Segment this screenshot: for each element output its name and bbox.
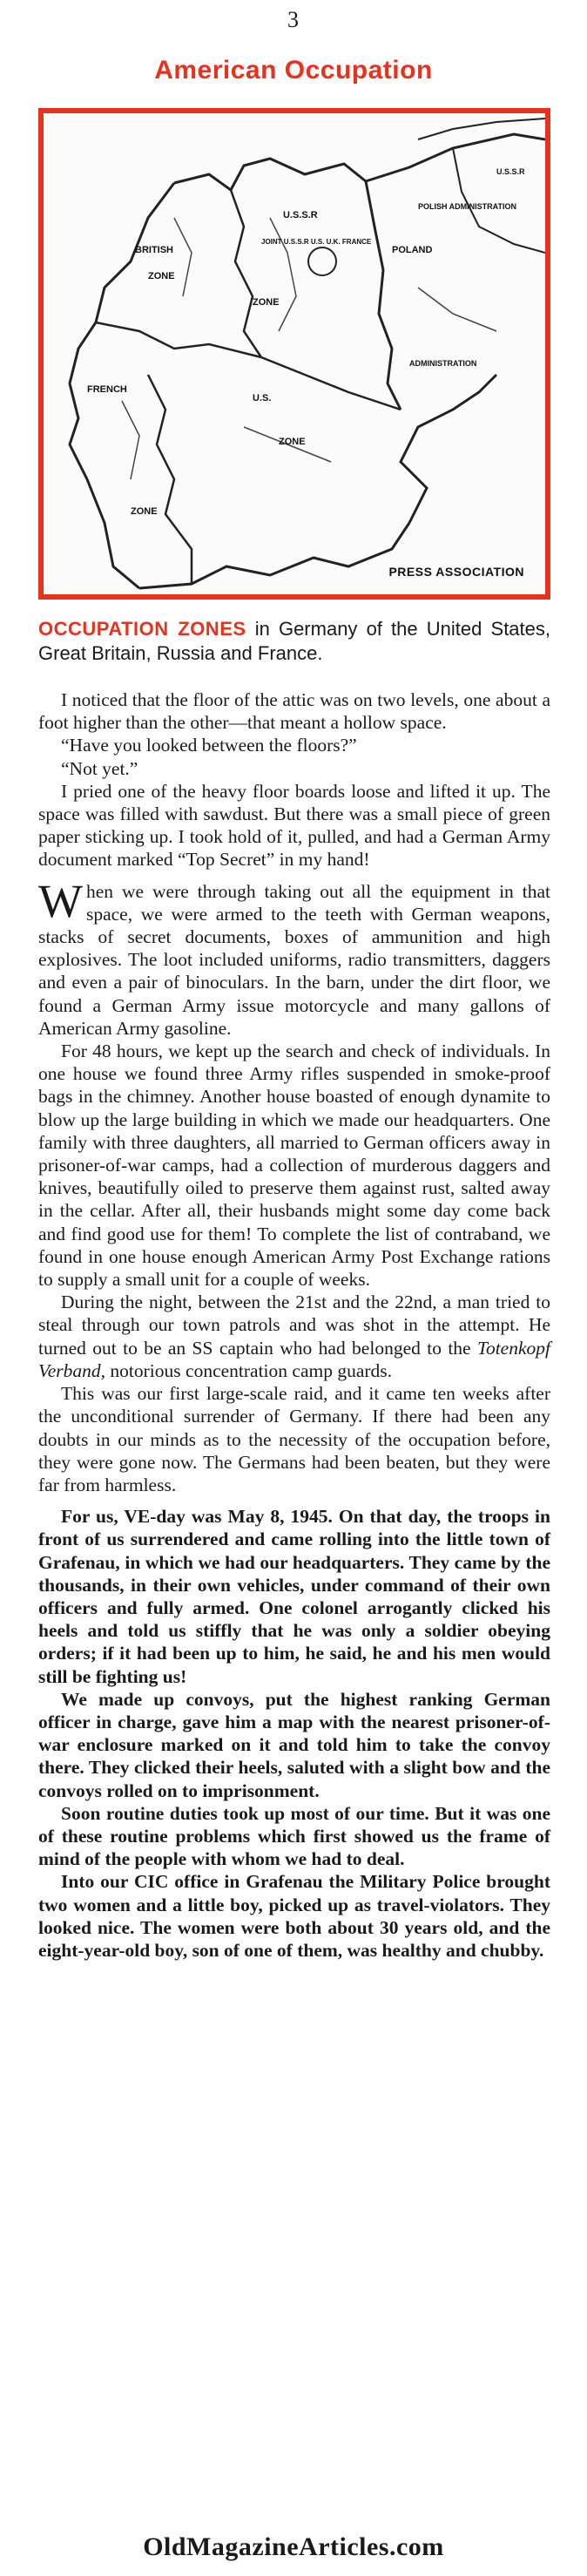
paragraph-6: For 48 hours, we kept up the search and check of individuals. In one house we found three Army rifles suspended in smoke-proof bags in the chimney. Another house boasted of enough dynamite to blow up the large building in which we made our headquarters. One family with three daughters, all married to German officers away in prisoner-of-war camps, had a collection of murderous daggers and knives, beautifully oiled to preserve them against rust, salted away in the cellar. After all, their husbands might some day come back and find good use for them! To complete the list of contraband, we found in one house enough American Army Post Exchange rations to supply a small unit for a couple of weeks. (38, 1041, 550, 1291)
map-label-ussr: U.S.S.R (283, 210, 318, 220)
paragraph-11: Soon routine duties took up most of our time. But it was one of these routine problems which first showed us the frame of mind of the people with whom we had to deal. (38, 1802, 550, 1870)
paragraph-12: Into our CIC office in Grafenau the Military Police brought two women and a little boy, picked up as travel-violators. They looked nice. The women were both about 30 years old, and the eight-year-old boy, son of one of them, was healthy and chubby. (38, 1871, 550, 1961)
map-label-ussr-ne: U.S.S.R (496, 167, 525, 176)
paragraph-5: When we were through taking out all the equipment in that space, we were armed to the teeth with German weapons, stacks of secret documents, boxes of ammunition and high explosives. The loot included uniforms, radio transmitters, daggers and even a pair of binoculars. In the barn, under the dirt floor, we found a German Army issue motorcycle and many gallons of American Army gasoline. (38, 874, 550, 1039)
map-label-british-zone: ZONE (148, 271, 175, 281)
paragraph-4: I pried one of the heavy floor boards loose and lifted it up. The space was filled with sawdust. But there was a small piece of green paper sticking up. I took hold of it, pulled, and had a German Army document marked “Top Secret” in my hand! (38, 780, 550, 871)
paragraph-3: “Not yet.” (61, 757, 138, 779)
map-label-french-zone: ZONE (131, 506, 158, 517)
map-label-polish-admin: POLISH ADMINISTRATION (418, 202, 516, 211)
map-label-us: U.S. (253, 393, 272, 403)
caption-lead: OCCUPATION ZONES (38, 618, 246, 640)
paragraph-1: I noticed that the floor of the attic was on two levels, one about a foot higher than the other—that meant a hollow space. (38, 689, 550, 734)
article-body (38, 688, 550, 1962)
paragraph-7a: During the night, between the 21st and the 22nd, a man tried to steal through our town patrols and was shot in the attempt. He turned out to be an SS captain who had belonged to the (38, 1291, 550, 1359)
map-caption (38, 617, 550, 666)
paragraph-2: “Have you looked between the floors?” (61, 735, 357, 756)
map-label-ussr-zone: ZONE (253, 297, 280, 308)
map-label-poland: POLAND (392, 245, 433, 255)
map-label-british: BRITISH (135, 245, 173, 255)
caption-text: in Germany of the United States, Great Britain, Russia and France. (38, 618, 550, 664)
page-number: 3 (287, 7, 300, 32)
paragraph-8: This was our first large-scale raid, and it came ten weeks after the unconditional surrender of Germany. If there had been any doubts in our minds as to the necessity of the occupation before, they were gone now. The Germans had been beaten, but they were far from harmless. (38, 1383, 550, 1495)
germany-map-drawing (44, 113, 545, 594)
press-credit: PRESS ASSOCIATION (388, 565, 524, 579)
paragraph-7-italic: Totenkopf Verband, (38, 1337, 550, 1381)
map-label-polish-admin-2: ADMINISTRATION (409, 359, 477, 368)
paragraph-7 (38, 1291, 550, 1382)
paragraph-7b: notorious concentration camp guards. (105, 1359, 393, 1381)
paragraph-10: We made up convoys, put the highest ranking German officer in charge, gave him a map with the nearest prisoner-of-war enclosure marked on it and told him to take the convoy there. They clicked their heels, saluted with a slight bow and the convoys rolled on to imprisonment. (38, 1688, 550, 1801)
occupation-zones-map (38, 108, 550, 600)
bold-section (38, 1505, 550, 1962)
map-label-berlin: JOINT U.S.S.R U.S. U.K. FRANCE (261, 238, 372, 246)
site-footer: OldMagazineArticles.com (143, 2532, 444, 2561)
map-label-us-zone: ZONE (279, 437, 306, 447)
map-label-french: FRENCH (87, 384, 127, 395)
page-title: American Occupation (154, 56, 433, 85)
paragraph-9: For us, VE-day was May 8, 1945. On that day, the troops in front of us surrendered and came rolling into the little town of Grafenau, in which we had our headquarters. They came by the thousands, in their own vehicles, under command of their own officers and fully armed. One colonel arrogantly clicked his heels and told us stiffly that he was only a soldier obeying orders; if it had been up to him, he said, he and his men would still be fighting us! (38, 1506, 550, 1687)
